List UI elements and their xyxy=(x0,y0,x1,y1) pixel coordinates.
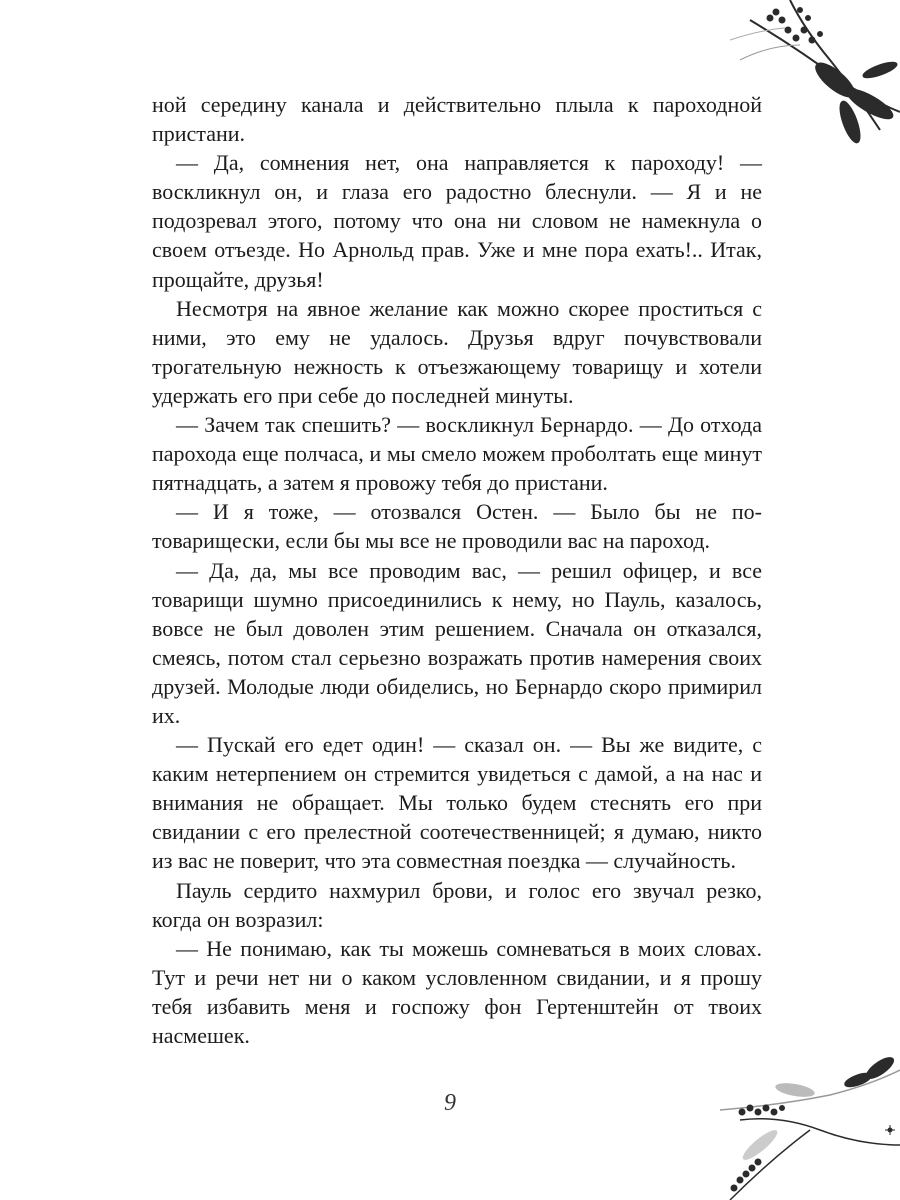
paragraph: — Пускай его едет один! — сказал он. — Вы же видите, с каким нетерпением он стремится увидеться с дамой, а на нас и внимания не обращает. Мы только будем стеснять его при свидании с его прелестной соотечественницей; я думаю, никто из вас не поверит, что эта совместная поездка — случайность. xyxy=(152,732,762,874)
paragraph: — Не понимаю, как ты можешь сомневаться в моих словах. Тут и речи нет ни о каком условленном свидании, и я прошу тебя избавить меня и госпожу фон Гертенштейн от твоих насмешек. xyxy=(152,935,762,1048)
paragraph: — Зачем так спешить? — воскликнул Бернардо. — До отхода парохода еще полчаса, и мы смело можем проболтать еще минут пятнадцать, а затем я провожу тебя до пристани. xyxy=(152,412,762,496)
paragraph: — Да, да, мы все проводим вас, — решил офицер, и все товарищи шумно присоединились к нему, но Пауль, казалось, вовсе не был доволен этим решением. Сначала он отказался, смеясь, потом стал серьезно возражать против намерения своих друзей. Молодые люди обиделись, но Бернардо скоро примирил их. xyxy=(152,557,762,728)
paragraph: — Да, сомнения нет, она направляется к пароходу! — воскликнул он, и глаза его радостно блеснули. — Я и не подозревал этого, потому что она ни словом не намекнула о своем отъезде. Но Арнольд прав. Уже и мне пора ехать!.. Итак, прощайте, друзья! xyxy=(152,150,762,292)
paragraph-continuation: ной середину канала и действительно плыла к пароходной пристани. xyxy=(152,92,762,147)
page-body xyxy=(152,90,762,1050)
floral-ornament-bottom-icon xyxy=(720,1050,900,1200)
paragraph: — И я тоже, — отозвался Остен. — Было бы не по-товарищески, если бы мы все не проводили вас на пароход. xyxy=(152,499,762,554)
paragraph: Несмотря на явное желание как можно скорее проститься с ними, это ему не удалось. Друзья вдруг почувствовали трогательную нежность к отъезжающему товарищу и хотели удержать его при себе до последней минуты. xyxy=(152,295,762,408)
paragraph: Пауль сердито нахмурил брови, и голос его звучал резко, когда он возразил: xyxy=(152,877,762,932)
page-number: 9 xyxy=(444,1090,456,1116)
